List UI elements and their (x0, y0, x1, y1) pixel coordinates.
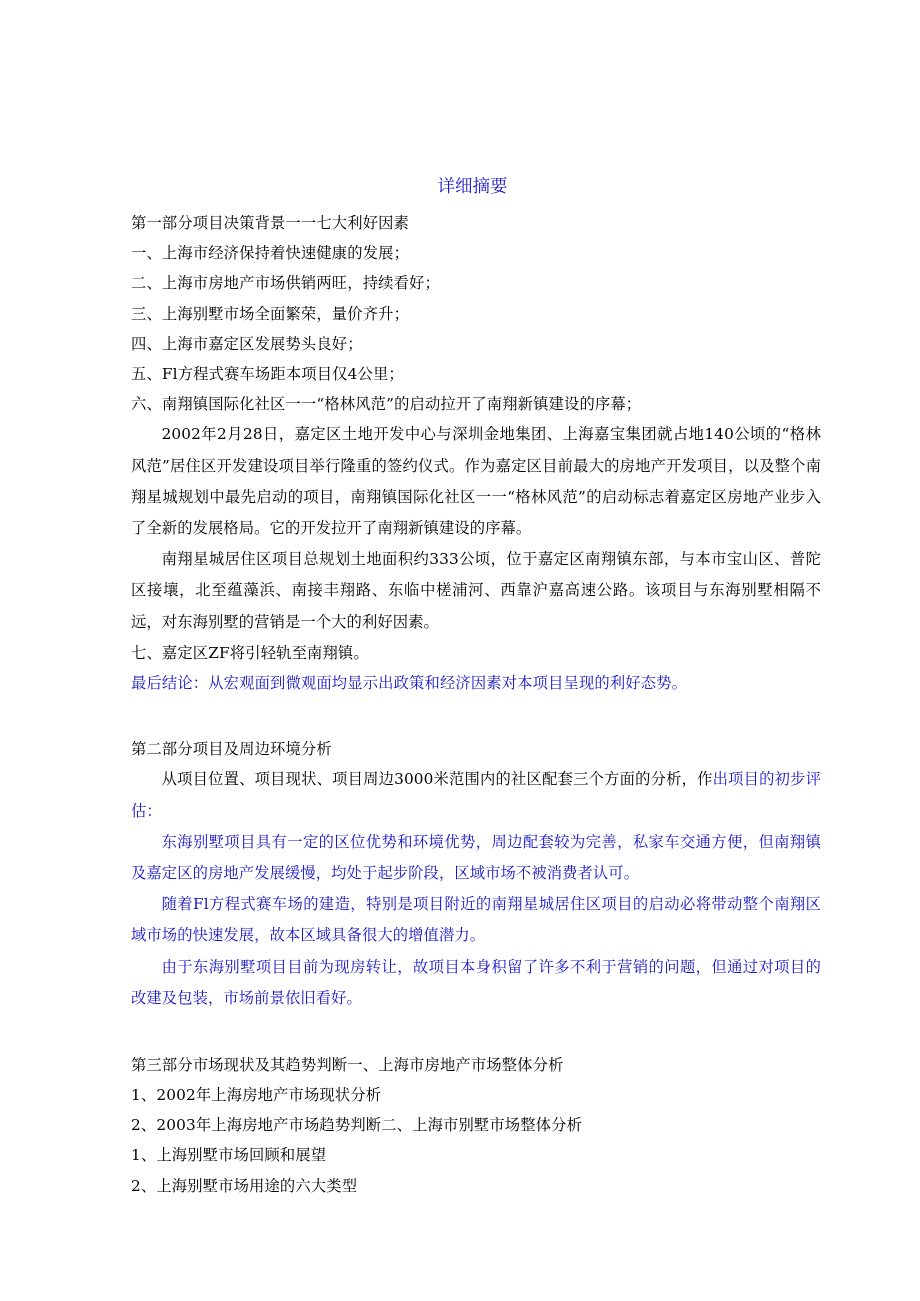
part2-paragraph-2: 随着Fl方程式赛车场的建造，特别是项目附近的南翔星城居住区项目的启动必将带动整个南翔区域市场的快速发展，故本区域具备很大的增值潜力。 (131, 895, 821, 945)
part3-item-3: 1、上海别墅市场回顾和展望 (131, 1146, 327, 1165)
part2-heading: 第二部分项目及周边环境分析 (131, 740, 332, 759)
part1-item-3: 三、上海别墅市场全面繁荣，量价齐升； (131, 304, 410, 323)
part1-paragraph-2: 南翔星城居住区项目总规划土地面积约333公顷，位于嘉定区南翔镇东部，与本市宝山区、普陀区接壤，北至蕴藻浜、南接丰翔路、东临中槎浦河、西靠沪嘉高速公路。该项目与东海别墅相隔不远，对东海别墅的营销是一个大的利好因素。 (131, 550, 821, 631)
part1-item-4: 四、上海市嘉定区发展势头良好； (131, 334, 363, 353)
part2-intro (131, 764, 821, 826)
part3-item-1: 1、2002年上海房地产市场现状分析 (131, 1086, 382, 1105)
section-spacer (131, 1014, 821, 1050)
document-title: 详细摘要 (437, 177, 508, 197)
part1-item-1: 一、上海市经济保持着快速健康的发展； (131, 244, 410, 263)
part2-intro-highlight: 出项目的初步评估： (131, 770, 822, 820)
part1-paragraph-1: 2002年2月28日，嘉定区土地开发中心与深圳金地集团、上海嘉宝集团就占地140公顷的“格林风范”居住区开发建设项目举行隆重的签约仪式。作为嘉定区目前最大的房地产开发项目，以及整个南翔星城规划中最先启动的项目，南翔镇国际化社区一一“格林风范”的启动标志着嘉定区房地产业步入了全新的发展格局。它的开发拉开了南翔新镇建设的序幕。 (131, 425, 821, 537)
section-spacer (131, 698, 821, 734)
part2-paragraph-1: 东海别墅项目具有一定的区位优势和环境优势，周边配套较为完善，私家车交通方便，但南翔镇及嘉定区的房地产发展缓慢，均处于起步阶段，区域市场不被消费者认可。 (131, 832, 821, 882)
part3-item-4: 2、上海别墅市场用途的六大类型 (131, 1176, 358, 1195)
part3-heading: 第三部分市场现状及其趋势判断一、上海市房地产市场整体分析 (131, 1055, 564, 1074)
document-body (131, 208, 821, 1201)
part1-item-2: 二、上海市房地产市场供销两旺，持续看好； (131, 274, 440, 293)
part1-item-6: 六、南翔镇国际化社区一一“格林风范”的启动拉开了南翔新镇建设的序幕； (131, 395, 642, 414)
part1-conclusion: 最后结论：从宏观面到微观面均显示出政策和经济因素对本项目呈现的利好态势。 (131, 673, 688, 692)
part2-intro-text: 从项目位置、项目现状、项目周边3000米范围内的社区配套三个方面的分析，作 (161, 770, 713, 789)
part1-item-7: 七、嘉定区ZF将引轻轨至南翔镇。 (131, 643, 369, 662)
part3-item-2: 2、2003年上海房地产市场趋势判断二、上海市别墅市场整体分析 (131, 1116, 583, 1135)
part2-paragraph-3: 由于东海别墅项目目前为现房转让，故项目本身积留了许多不利于营销的问题，但通过对项目的改建及包装，市场前景依旧看好。 (131, 957, 821, 1007)
part1-item-5: 五、Fl方程式赛车场距本项目仅4公里； (131, 364, 404, 383)
part1-heading: 第一部分项目决策背景一一七大利好因素 (131, 214, 410, 232)
